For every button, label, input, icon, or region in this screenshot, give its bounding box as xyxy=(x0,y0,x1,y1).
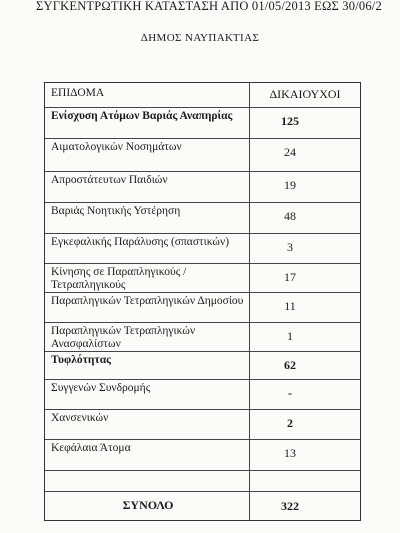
row-value: 17 xyxy=(284,270,296,284)
row-name-empty xyxy=(45,471,250,491)
row-name: Κίνησης σε Παραπληγικούς /Τετραπληγικούς xyxy=(45,264,250,292)
table-row xyxy=(45,139,360,172)
document-title: ΣΥΓΚΕΝΤΡΩΤΙΚΗ ΚΑΤΑΣΤΑΣΗ ΑΠΟ 01/05/2013 ΕΩΣ 30/06/2 xyxy=(36,0,382,13)
row-name: Χανσενικών xyxy=(45,410,250,439)
table-row xyxy=(45,293,360,323)
benefits-table xyxy=(44,82,361,521)
row-value: 2 xyxy=(287,416,293,430)
table-row xyxy=(45,108,360,139)
header-benefit: ΕΠΙΔΟΜΑ xyxy=(45,83,250,107)
table-row xyxy=(45,234,360,264)
table-header-row xyxy=(45,83,360,108)
row-value: - xyxy=(288,386,292,400)
row-value: 48 xyxy=(284,209,296,223)
row-value: 24 xyxy=(284,145,296,159)
row-value-empty xyxy=(250,471,360,491)
table-row xyxy=(45,440,360,471)
table-total-row xyxy=(45,492,360,520)
total-value: 322 xyxy=(281,499,299,513)
row-name: Παραπληγικών Τετραπληγικών Ανασφαλίστων xyxy=(45,323,250,351)
table-row xyxy=(45,203,360,234)
row-name: Εγκεφαλικής Παράλυσης (σπαστικών) xyxy=(45,234,250,263)
row-value: 3 xyxy=(287,240,293,254)
row-name: Αιματολογικών Νοσημάτων xyxy=(45,139,250,171)
row-name: Βαριάς Νοητικής Υστέρηση xyxy=(45,203,250,233)
table-row xyxy=(45,323,360,352)
header-beneficiaries: ΔΙΚΑΙΟΥΧΟΙ xyxy=(269,87,341,101)
table-row xyxy=(45,264,360,293)
row-value: 19 xyxy=(284,178,296,192)
table-spacer-row xyxy=(45,471,360,492)
row-value: 1 xyxy=(287,329,293,343)
row-name: Συγγενών Συνδρομής xyxy=(45,380,250,409)
row-name: Τυφλότητας xyxy=(45,352,250,379)
row-value: 11 xyxy=(284,299,296,313)
row-name: Ενίσχυση Ατόμων Βαριάς Αναπηρίας xyxy=(45,108,250,138)
table-row xyxy=(45,380,360,410)
total-label: ΣΥΝΟΛΟ xyxy=(45,492,250,520)
row-name: Παραπληγικών Τετραπληγικών Δημοσίου xyxy=(45,293,250,322)
table-row xyxy=(45,352,360,380)
table-row xyxy=(45,410,360,440)
row-name: Κεφάλαια Άτομα xyxy=(45,440,250,470)
row-value: 62 xyxy=(284,358,296,372)
row-value: 13 xyxy=(284,446,296,460)
municipality-subtitle: ΔΗΜΟΣ ΝΑΥΠΑΚΤΙΑΣ xyxy=(140,32,260,44)
table-row xyxy=(45,172,360,203)
row-value: 125 xyxy=(281,114,299,128)
row-name: Απροστάτευτων Παιδιών xyxy=(45,172,250,202)
